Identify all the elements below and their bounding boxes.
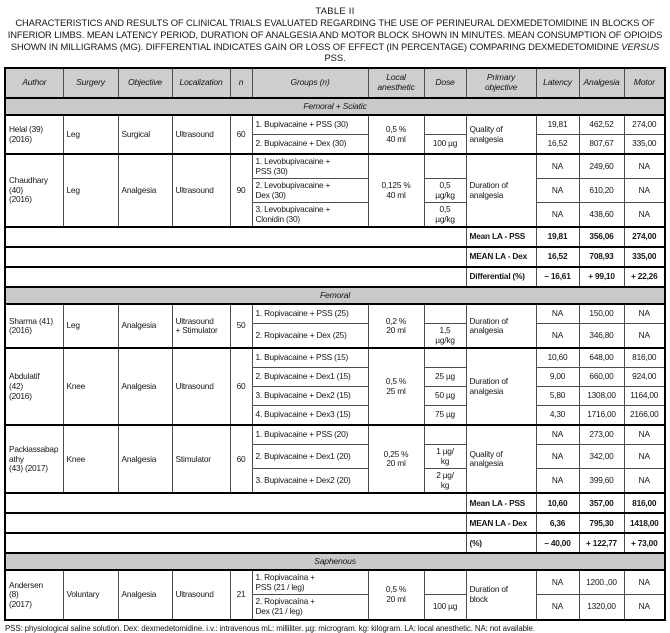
cell: 10,60 — [536, 493, 579, 513]
table-caption-tail: PSS. — [324, 52, 346, 64]
table-number: TABLE II — [315, 5, 355, 16]
cell: NA — [536, 595, 579, 620]
cell: 9,00 — [536, 368, 579, 387]
section-label: Femoral — [5, 287, 665, 304]
cell: Differential (%) — [466, 267, 536, 287]
cell — [424, 304, 466, 324]
cell: Analgesia — [118, 154, 172, 227]
cell: 1716,00 — [579, 406, 624, 426]
cell: 50 µg — [424, 387, 466, 406]
cell: 357,00 — [579, 493, 624, 513]
cell: 1308,00 — [579, 387, 624, 406]
cell: – 40,00 — [536, 533, 579, 553]
cell: Analgesia — [118, 425, 172, 493]
cell — [424, 425, 466, 445]
cell: 924,00 — [624, 368, 665, 387]
cell: Leg — [63, 154, 118, 227]
cell: 0,5 % 40 ml — [368, 115, 424, 154]
cell: 0,5 µg/kg — [424, 179, 466, 203]
column-header: Latency — [536, 68, 579, 98]
summary-row — [5, 247, 665, 267]
cell: NA — [624, 304, 665, 324]
summary-row — [5, 533, 665, 553]
cell: Sharma (41) (2016) — [5, 304, 63, 348]
cell: 1418,00 — [624, 513, 665, 533]
cell: 274,00 — [624, 115, 665, 135]
cell: NA — [624, 324, 665, 349]
cell: 2. Bupivacaine + Dex1 (15) — [252, 368, 368, 387]
cell: 795,30 — [579, 513, 624, 533]
summary-row — [5, 227, 665, 247]
cell: Ultrasound + Stimulator — [172, 304, 230, 348]
cell: Mean LA - PSS — [466, 493, 536, 513]
cell: 100 µg — [424, 135, 466, 155]
cell: 356,06 — [579, 227, 624, 247]
cell: Knee — [63, 425, 118, 493]
cell: Quality of analgesia — [466, 115, 536, 154]
cell: 5,80 — [536, 387, 579, 406]
cell: 90 — [230, 154, 252, 227]
cell — [5, 533, 466, 553]
table-header-row — [5, 68, 665, 98]
cell: 1. Bupivacaine + PSS (15) — [252, 348, 368, 368]
cell: NA — [624, 425, 665, 445]
cell — [5, 267, 466, 287]
cell: 6,36 — [536, 513, 579, 533]
cell: 21 — [230, 570, 252, 619]
cell: 19,81 — [536, 227, 579, 247]
table-caption-text: CHARACTERISTICS AND RESULTS OF CLINICAL TRIALS EVALUATED REGARDING THE USE OF PERINEURAL DEXMEDETOMIDINE IN BLOCKS OF INFERIOR LIMBS. MEAN LATENCY PERIOD, DURATION OF ANALGESIA AND MOTOR BLOCK SHOWN IN MINUTES. MEAN CONSUMPTION OF OPIOIDS SHOWN IN MILLIGRAMS (MG). DIFFERENTIAL INDICATES GAIN OR LOSS OF EFFECT (IN PERCENTAGE) COMPARING DEXMEDETOMIDINE — [7, 17, 663, 52]
cell: 60 — [230, 348, 252, 425]
cell: + 22,26 — [624, 267, 665, 287]
cell: 335,00 — [624, 135, 665, 155]
cell: Duration of analgesia — [466, 348, 536, 425]
cell: 25 µg — [424, 368, 466, 387]
section-label: Saphenous — [5, 553, 665, 570]
cell: 342,00 — [579, 445, 624, 469]
cell: 335,00 — [624, 247, 665, 267]
cell: Surgical — [118, 115, 172, 154]
cell: 75 µg — [424, 406, 466, 426]
cell: 0,25 % 20 ml — [368, 425, 424, 493]
table-row — [5, 348, 665, 368]
cell: MEAN LA - Dex — [466, 513, 536, 533]
cell: NA — [536, 304, 579, 324]
cell: Leg — [63, 304, 118, 348]
cell: 1. Levobupivacaine + PSS (30) — [252, 154, 368, 179]
column-header: Motor — [624, 68, 665, 98]
cell: Quality of analgesia — [466, 425, 536, 493]
cell: Helal (39) (2016) — [5, 115, 63, 154]
cell: MEAN LA - Dex — [466, 247, 536, 267]
cell: NA — [624, 179, 665, 203]
cell: NA — [624, 154, 665, 179]
cell: 16,52 — [536, 247, 579, 267]
cell: 1. Bupivacaine + PSS (30) — [252, 115, 368, 135]
cell — [424, 154, 466, 179]
cell: 1,5 µg/kg — [424, 324, 466, 349]
cell: NA — [624, 469, 665, 494]
cell: 10,60 — [536, 348, 579, 368]
cell: NA — [624, 203, 665, 228]
cell: 1. Ropivacaine + PSS (25) — [252, 304, 368, 324]
cell: 273,00 — [579, 425, 624, 445]
cell: Knee — [63, 348, 118, 425]
table-row — [5, 115, 665, 135]
cell: 2. Levobupivacaine + Dex (30) — [252, 179, 368, 203]
section-label: Femoral + Sciatic — [5, 98, 665, 115]
cell: 2. Ropivacaine + Dex (25) — [252, 324, 368, 349]
cell: 4. Bupivacaine + Dex3 (15) — [252, 406, 368, 426]
cell: 150,00 — [579, 304, 624, 324]
cell: 1164,00 — [624, 387, 665, 406]
cell: 2. Bupivacaine + Dex (30) — [252, 135, 368, 155]
cell: – 16,61 — [536, 267, 579, 287]
cell: 2. Bupivacaine + Dex1 (20) — [252, 445, 368, 469]
column-header: n — [230, 68, 252, 98]
table-caption — [0, 17, 670, 64]
column-header: Surgery — [63, 68, 118, 98]
cell: NA — [536, 179, 579, 203]
cell: 708,93 — [579, 247, 624, 267]
cell: 2. Ropivacaína + Dex (21 / leg) — [252, 595, 368, 620]
column-header: Objective — [118, 68, 172, 98]
cell: 399,60 — [579, 469, 624, 494]
cell: NA — [536, 445, 579, 469]
summary-row — [5, 493, 665, 513]
column-header: Dose — [424, 68, 466, 98]
column-header: Localization — [172, 68, 230, 98]
table-caption-italic: VERSUS — [621, 40, 660, 52]
cell: (%) — [466, 533, 536, 553]
cell: Duration of analgesia — [466, 154, 536, 227]
section-row — [5, 553, 665, 570]
summary-row — [5, 513, 665, 533]
cell: 1320,00 — [579, 595, 624, 620]
cell: Duration of block — [466, 570, 536, 619]
cell — [424, 348, 466, 368]
cell — [5, 227, 466, 247]
cell: NA — [536, 203, 579, 228]
cell: 1. Bupivacaine + PSS (20) — [252, 425, 368, 445]
summary-row — [5, 267, 665, 287]
cell: 816,00 — [624, 348, 665, 368]
cell: 0,5 % 25 ml — [368, 348, 424, 425]
cell: 462,52 — [579, 115, 624, 135]
cell: 660,00 — [579, 368, 624, 387]
cell: Mean LA - PSS — [466, 227, 536, 247]
cell: 60 — [230, 115, 252, 154]
cell: Stimulator — [172, 425, 230, 493]
column-header: Analgesia — [579, 68, 624, 98]
cell: NA — [536, 425, 579, 445]
section-row — [5, 98, 665, 115]
cell: 19,81 — [536, 115, 579, 135]
cell: 0,125 % 40 ml — [368, 154, 424, 227]
footnote: PSS: physiological saline solution. Dex: dexmedetomidine. i.v.: intravenous mL: milliliter. µg: microgram. kg: kilogram. LA: local anesthetic. NA: not available. — [5, 623, 535, 633]
table-row — [5, 570, 665, 595]
cell: + 99,10 — [579, 267, 624, 287]
column-header: Groups (n) — [252, 68, 368, 98]
cell: 16,52 — [536, 135, 579, 155]
cell: Ultrasound — [172, 570, 230, 619]
section-row — [5, 287, 665, 304]
cell — [5, 247, 466, 267]
cell: 346,80 — [579, 324, 624, 349]
cell — [5, 493, 466, 513]
cell: 3. Bupivacaine + Dex2 (20) — [252, 469, 368, 494]
table-title-block — [0, 0, 670, 64]
cell: NA — [536, 570, 579, 595]
cell: 249,60 — [579, 154, 624, 179]
cell: 2 µg/ kg — [424, 469, 466, 494]
cell: 1 µg/ kg — [424, 445, 466, 469]
cell: NA — [536, 324, 579, 349]
cell: Ultrasound — [172, 154, 230, 227]
cell: + 73,00 — [624, 533, 665, 553]
cell: NA — [624, 445, 665, 469]
cell: 60 — [230, 425, 252, 493]
cell: 816,00 — [624, 493, 665, 513]
cell — [5, 513, 466, 533]
results-table — [4, 67, 666, 621]
cell — [424, 570, 466, 595]
cell: 807,67 — [579, 135, 624, 155]
cell — [424, 115, 466, 135]
cell: 3. Bupivacaine + Dex2 (15) — [252, 387, 368, 406]
cell: Voluntary — [63, 570, 118, 619]
cell: 1. Ropivacaína + PSS (21 / leg) — [252, 570, 368, 595]
cell: 0,2 % 20 ml — [368, 304, 424, 348]
cell: 2166,00 — [624, 406, 665, 426]
cell: 1200.,00 — [579, 570, 624, 595]
cell: Chaudhary (40) (2016) — [5, 154, 63, 227]
cell: Packiassabapathy (43) (2017) — [5, 425, 63, 493]
cell: NA — [624, 595, 665, 620]
cell: Andersen (8) (2017) — [5, 570, 63, 619]
column-header: Author — [5, 68, 63, 98]
cell: 0,5 % 20 ml — [368, 570, 424, 619]
cell: 4,30 — [536, 406, 579, 426]
cell: NA — [536, 469, 579, 494]
cell: 0,5 µg/kg — [424, 203, 466, 228]
cell: 438,60 — [579, 203, 624, 228]
table-row — [5, 304, 665, 324]
cell: Abdulatif (42) (2016) — [5, 348, 63, 425]
cell: NA — [624, 570, 665, 595]
column-header: Primary objective — [466, 68, 536, 98]
cell: Analgesia — [118, 570, 172, 619]
table-row — [5, 154, 665, 179]
cell: Analgesia — [118, 304, 172, 348]
cell: Ultrasound — [172, 115, 230, 154]
cell: Duration of analgesia — [466, 304, 536, 348]
cell: 610,20 — [579, 179, 624, 203]
cell: Ultrasound — [172, 348, 230, 425]
cell: 50 — [230, 304, 252, 348]
table-row — [5, 425, 665, 445]
cell: + 122,77 — [579, 533, 624, 553]
cell: Analgesia — [118, 348, 172, 425]
cell: Leg — [63, 115, 118, 154]
cell: 100 µg — [424, 595, 466, 620]
column-header: Local anesthetic — [368, 68, 424, 98]
cell: 648,00 — [579, 348, 624, 368]
cell: NA — [536, 154, 579, 179]
cell: 274,00 — [624, 227, 665, 247]
cell: 3. Levobupivacaine + Clonidin (30) — [252, 203, 368, 228]
